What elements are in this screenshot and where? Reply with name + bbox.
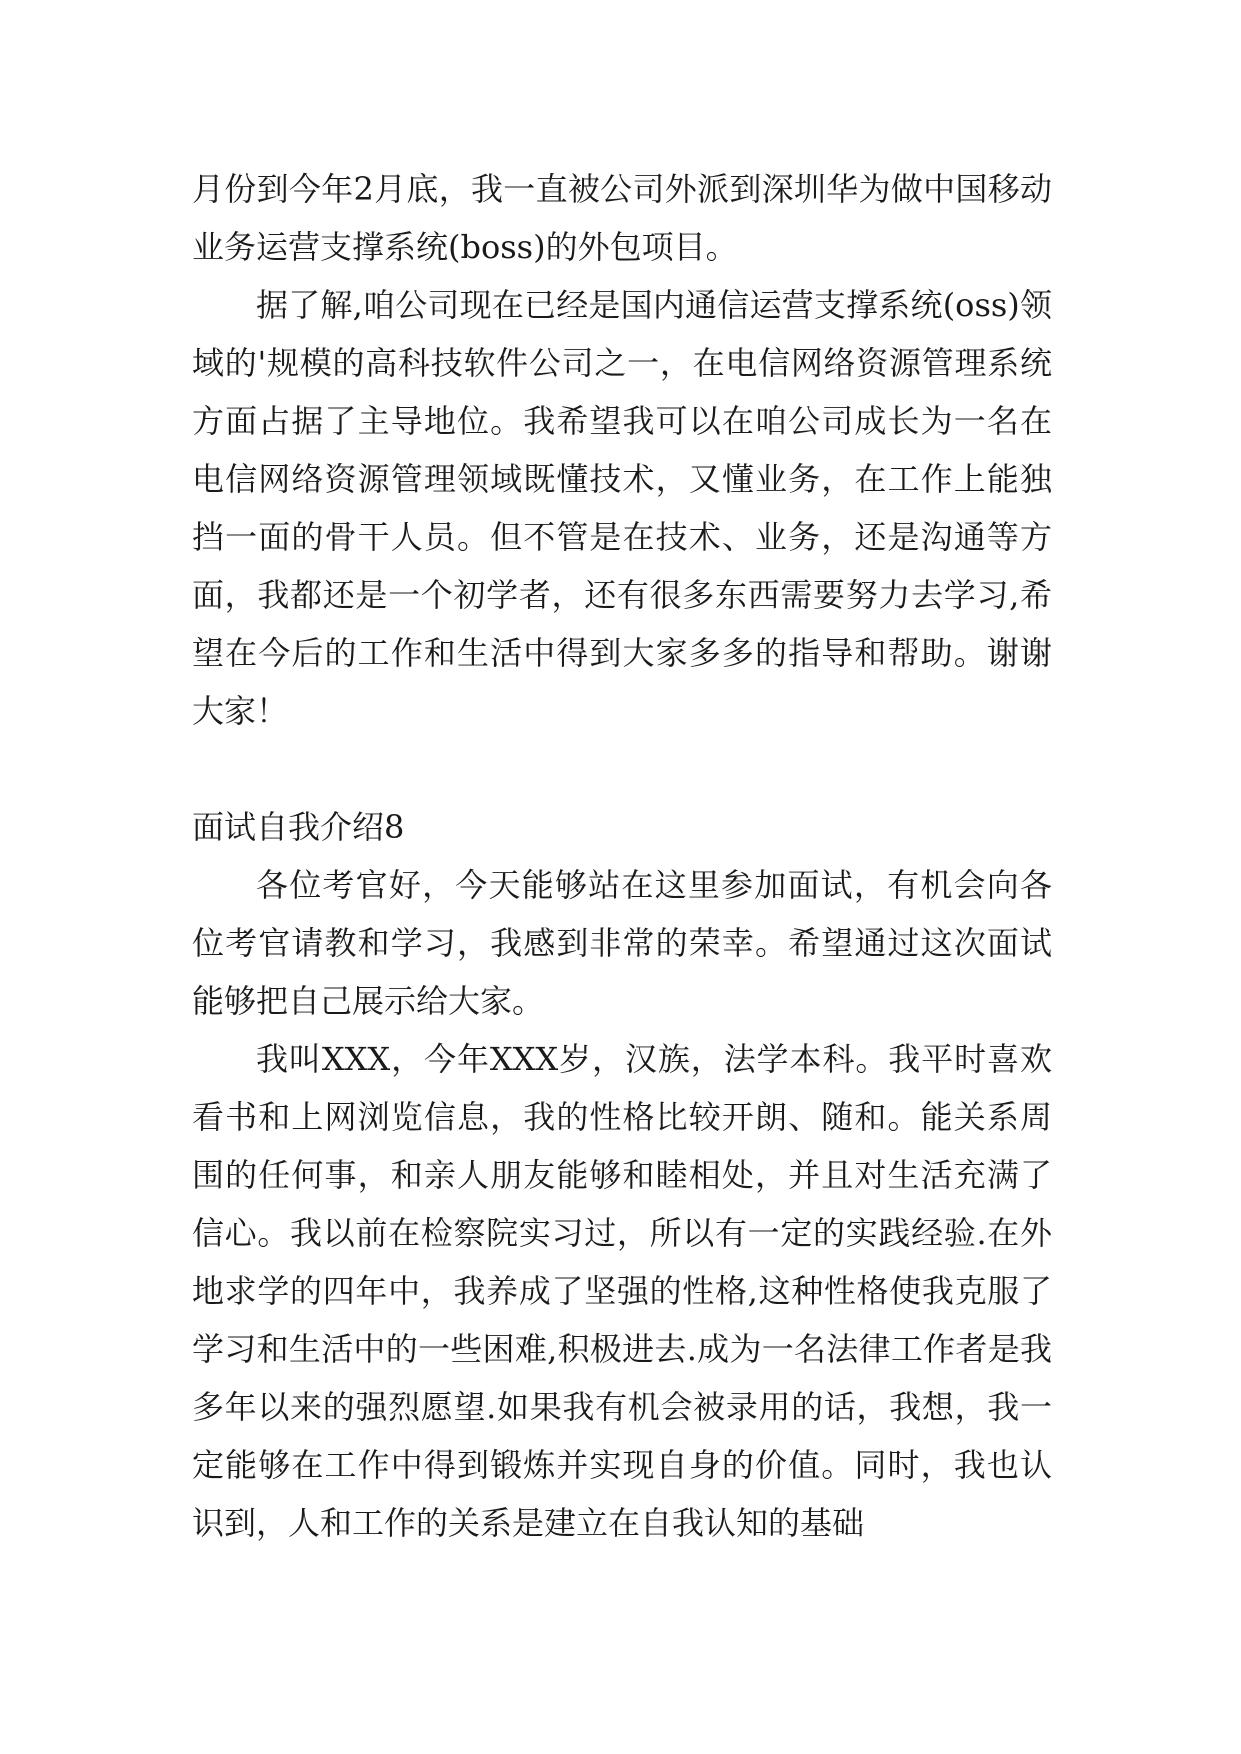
paragraph-continued: 月份到今年2月底，我一直被公司外派到深圳华为做中国移动业务运营支撑系统(boss)的外包项目。 bbox=[192, 170, 1052, 266]
section-gap bbox=[192, 740, 1052, 798]
paragraph-greeting: 各位考官好，今天能够站在这里参加面试，有机会向各位考官请教和学习，我感到非常的荣幸。希望通过这次面试能够把自己展示给大家。 bbox=[192, 866, 1052, 1020]
paragraph-company-intro: 据了解,咱公司现在已经是国内通信运营支撑系统(oss)领域的'规模的高科技软件公司之一，在电信网络资源管理系统方面占据了主导地位。我希望我可以在咱公司成长为一名在电信网络资源管理领域既懂技术，又懂业务，在工作上能独挡一面的骨干人员。但不管是在技术、业务，还是沟通等方面，我都还是一个初学者，还有很多东西需要努力去学习,希望在今后的工作和生活中得到大家多多的指导和帮助。谢谢大家！ bbox=[192, 286, 1052, 730]
paragraph-self-intro: 我叫XXX，今年XXX岁，汉族，法学本科。我平时喜欢看书和上网浏览信息，我的性格比较开朗、随和。能关系周围的任何事，和亲人朋友能够和睦相处，并且对生活充满了信心。我以前在检察院实习过，所以有一定的实践经验.在外地求学的四年中，我养成了坚强的性格,这种性格使我克服了学习和生活中的一些困难,积极进去.成为一名法律工作者是我多年以来的强烈愿望.如果我有机会被录用的话，我想，我一定能够在工作中得到锻炼并实现自身的价值。同时，我也认识到，人和工作的关系是建立在自我认知的基础 bbox=[192, 1040, 1052, 1542]
document-body bbox=[192, 160, 1052, 1552]
section-heading: 面试自我介绍8 bbox=[192, 808, 405, 846]
